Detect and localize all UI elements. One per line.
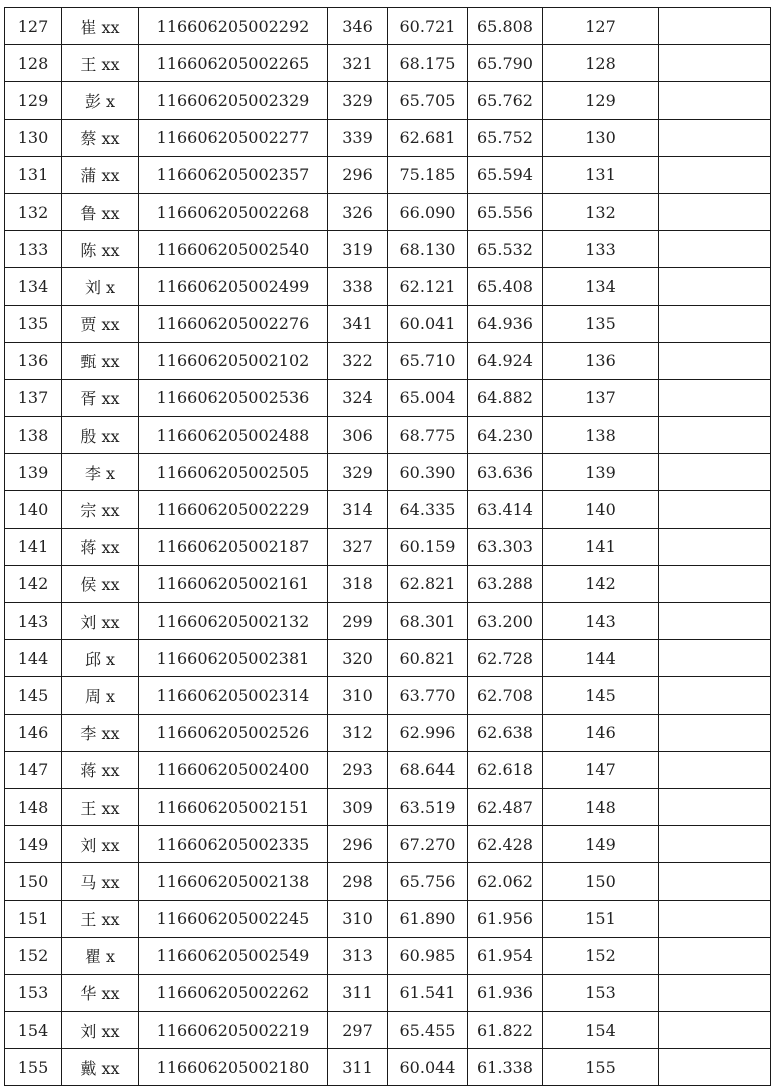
cell-index: 142 [5, 565, 62, 602]
cell-score-3: 62.728 [468, 640, 543, 677]
table-row [5, 119, 771, 156]
cell-score-2: 75.185 [388, 156, 468, 193]
cell-score-2: 68.175 [388, 45, 468, 82]
cell-score-3: 63.200 [468, 603, 543, 640]
cell-index: 155 [5, 1049, 62, 1086]
cell-rank: 146 [543, 714, 659, 751]
cell-score-2: 65.756 [388, 863, 468, 900]
cell-note [659, 640, 771, 677]
cell-rank: 153 [543, 974, 659, 1011]
cell-note [659, 900, 771, 937]
cell-index: 138 [5, 417, 62, 454]
cell-note [659, 863, 771, 900]
cell-score-1: 329 [328, 82, 388, 119]
cell-index: 141 [5, 528, 62, 565]
cell-exam-id: 116606205002357 [139, 156, 328, 193]
cell-score-1: 321 [328, 45, 388, 82]
cell-score-3: 61.956 [468, 900, 543, 937]
cell-rank: 136 [543, 342, 659, 379]
cell-name: 甄 xx [62, 342, 139, 379]
cell-index: 149 [5, 826, 62, 863]
cell-rank: 138 [543, 417, 659, 454]
cell-rank: 135 [543, 305, 659, 342]
cell-score-1: 310 [328, 677, 388, 714]
table-row [5, 900, 771, 937]
cell-score-3: 64.924 [468, 342, 543, 379]
cell-name: 蒋 xx [62, 751, 139, 788]
cell-rank: 133 [543, 231, 659, 268]
score-table [4, 7, 771, 1086]
table-row [5, 8, 771, 45]
table-row [5, 788, 771, 825]
cell-name: 崔 xx [62, 8, 139, 45]
cell-score-3: 62.428 [468, 826, 543, 863]
cell-score-2: 68.301 [388, 603, 468, 640]
cell-score-2: 60.821 [388, 640, 468, 677]
cell-note [659, 156, 771, 193]
cell-score-1: 293 [328, 751, 388, 788]
cell-exam-id: 116606205002400 [139, 751, 328, 788]
table-row [5, 826, 771, 863]
cell-score-1: 310 [328, 900, 388, 937]
cell-name: 胥 xx [62, 379, 139, 416]
cell-score-2: 68.644 [388, 751, 468, 788]
cell-exam-id: 116606205002132 [139, 603, 328, 640]
cell-rank: 130 [543, 119, 659, 156]
cell-score-2: 60.159 [388, 528, 468, 565]
cell-name: 刘 x [62, 268, 139, 305]
cell-exam-id: 116606205002277 [139, 119, 328, 156]
cell-rank: 144 [543, 640, 659, 677]
table-row [5, 1049, 771, 1086]
cell-note [659, 8, 771, 45]
table-row [5, 677, 771, 714]
cell-index: 146 [5, 714, 62, 751]
table-row [5, 863, 771, 900]
cell-index: 148 [5, 788, 62, 825]
cell-index: 144 [5, 640, 62, 677]
cell-note [659, 565, 771, 602]
cell-score-3: 64.936 [468, 305, 543, 342]
cell-name: 李 xx [62, 714, 139, 751]
cell-rank: 129 [543, 82, 659, 119]
cell-name: 邱 x [62, 640, 139, 677]
cell-score-1: 329 [328, 454, 388, 491]
table-row [5, 565, 771, 602]
cell-rank: 131 [543, 156, 659, 193]
table-row [5, 974, 771, 1011]
cell-score-1: 314 [328, 491, 388, 528]
cell-name: 戴 xx [62, 1049, 139, 1086]
cell-score-3: 65.556 [468, 193, 543, 230]
cell-score-1: 297 [328, 1012, 388, 1049]
cell-name: 蒋 xx [62, 528, 139, 565]
table-row [5, 156, 771, 193]
cell-index: 135 [5, 305, 62, 342]
cell-exam-id: 116606205002505 [139, 454, 328, 491]
cell-name: 蒲 xx [62, 156, 139, 193]
cell-note [659, 454, 771, 491]
cell-rank: 149 [543, 826, 659, 863]
cell-note [659, 1049, 771, 1086]
table-row [5, 231, 771, 268]
cell-note [659, 119, 771, 156]
cell-note [659, 82, 771, 119]
table-row [5, 193, 771, 230]
table-row [5, 379, 771, 416]
table-row [5, 268, 771, 305]
cell-index: 152 [5, 937, 62, 974]
table-row [5, 491, 771, 528]
cell-rank: 140 [543, 491, 659, 528]
cell-note [659, 379, 771, 416]
cell-exam-id: 116606205002549 [139, 937, 328, 974]
cell-exam-id: 116606205002329 [139, 82, 328, 119]
cell-score-3: 61.954 [468, 937, 543, 974]
cell-rank: 154 [543, 1012, 659, 1049]
cell-rank: 128 [543, 45, 659, 82]
cell-exam-id: 116606205002161 [139, 565, 328, 602]
cell-index: 128 [5, 45, 62, 82]
cell-score-1: 309 [328, 788, 388, 825]
cell-name: 彭 x [62, 82, 139, 119]
cell-index: 129 [5, 82, 62, 119]
cell-exam-id: 116606205002488 [139, 417, 328, 454]
cell-note [659, 937, 771, 974]
cell-exam-id: 116606205002262 [139, 974, 328, 1011]
cell-score-3: 63.414 [468, 491, 543, 528]
cell-rank: 145 [543, 677, 659, 714]
cell-note [659, 714, 771, 751]
cell-exam-id: 116606205002268 [139, 193, 328, 230]
cell-score-3: 62.062 [468, 863, 543, 900]
cell-score-3: 61.338 [468, 1049, 543, 1086]
table-body [5, 8, 771, 1086]
cell-score-2: 61.541 [388, 974, 468, 1011]
cell-note [659, 193, 771, 230]
cell-score-2: 62.121 [388, 268, 468, 305]
cell-score-1: 306 [328, 417, 388, 454]
cell-score-3: 62.618 [468, 751, 543, 788]
cell-note [659, 305, 771, 342]
cell-exam-id: 116606205002180 [139, 1049, 328, 1086]
cell-score-2: 65.705 [388, 82, 468, 119]
cell-score-1: 313 [328, 937, 388, 974]
cell-score-3: 65.594 [468, 156, 543, 193]
cell-score-3: 65.532 [468, 231, 543, 268]
cell-score-1: 327 [328, 528, 388, 565]
cell-score-2: 60.041 [388, 305, 468, 342]
cell-name: 王 xx [62, 900, 139, 937]
cell-exam-id: 116606205002335 [139, 826, 328, 863]
cell-rank: 141 [543, 528, 659, 565]
cell-score-2: 62.996 [388, 714, 468, 751]
cell-score-1: 311 [328, 974, 388, 1011]
cell-index: 137 [5, 379, 62, 416]
cell-score-1: 311 [328, 1049, 388, 1086]
cell-name: 蔡 xx [62, 119, 139, 156]
cell-score-3: 65.752 [468, 119, 543, 156]
cell-exam-id: 116606205002265 [139, 45, 328, 82]
cell-score-2: 63.519 [388, 788, 468, 825]
cell-exam-id: 116606205002314 [139, 677, 328, 714]
cell-name: 李 x [62, 454, 139, 491]
cell-score-1: 296 [328, 826, 388, 863]
cell-note [659, 974, 771, 1011]
table-row [5, 342, 771, 379]
cell-exam-id: 116606205002187 [139, 528, 328, 565]
cell-score-1: 338 [328, 268, 388, 305]
cell-index: 145 [5, 677, 62, 714]
cell-note [659, 603, 771, 640]
cell-name: 马 xx [62, 863, 139, 900]
cell-index: 131 [5, 156, 62, 193]
cell-rank: 155 [543, 1049, 659, 1086]
cell-score-1: 324 [328, 379, 388, 416]
cell-rank: 137 [543, 379, 659, 416]
cell-exam-id: 116606205002229 [139, 491, 328, 528]
table-row [5, 937, 771, 974]
table-row [5, 714, 771, 751]
cell-name: 贾 xx [62, 305, 139, 342]
cell-index: 143 [5, 603, 62, 640]
cell-score-1: 346 [328, 8, 388, 45]
cell-score-1: 312 [328, 714, 388, 751]
cell-name: 宗 xx [62, 491, 139, 528]
cell-score-2: 68.130 [388, 231, 468, 268]
cell-score-2: 65.004 [388, 379, 468, 416]
cell-score-2: 63.770 [388, 677, 468, 714]
cell-exam-id: 116606205002276 [139, 305, 328, 342]
cell-rank: 151 [543, 900, 659, 937]
cell-note [659, 417, 771, 454]
cell-index: 130 [5, 119, 62, 156]
table-row [5, 603, 771, 640]
cell-exam-id: 116606205002526 [139, 714, 328, 751]
cell-index: 153 [5, 974, 62, 1011]
cell-exam-id: 116606205002219 [139, 1012, 328, 1049]
cell-score-2: 60.721 [388, 8, 468, 45]
cell-score-3: 61.936 [468, 974, 543, 1011]
cell-rank: 127 [543, 8, 659, 45]
cell-rank: 150 [543, 863, 659, 900]
cell-name: 华 xx [62, 974, 139, 1011]
table-row [5, 305, 771, 342]
cell-score-1: 299 [328, 603, 388, 640]
cell-name: 鲁 xx [62, 193, 139, 230]
cell-note [659, 231, 771, 268]
cell-index: 133 [5, 231, 62, 268]
cell-exam-id: 116606205002540 [139, 231, 328, 268]
cell-rank: 148 [543, 788, 659, 825]
cell-index: 154 [5, 1012, 62, 1049]
cell-note [659, 268, 771, 305]
cell-index: 127 [5, 8, 62, 45]
cell-score-3: 65.790 [468, 45, 543, 82]
cell-score-3: 63.288 [468, 565, 543, 602]
cell-exam-id: 116606205002151 [139, 788, 328, 825]
cell-note [659, 491, 771, 528]
cell-score-1: 326 [328, 193, 388, 230]
table-row [5, 751, 771, 788]
cell-score-1: 322 [328, 342, 388, 379]
cell-score-1: 318 [328, 565, 388, 602]
cell-exam-id: 116606205002499 [139, 268, 328, 305]
cell-score-2: 60.985 [388, 937, 468, 974]
cell-name: 刘 xx [62, 1012, 139, 1049]
cell-exam-id: 116606205002381 [139, 640, 328, 677]
cell-index: 151 [5, 900, 62, 937]
cell-index: 147 [5, 751, 62, 788]
cell-index: 136 [5, 342, 62, 379]
cell-name: 侯 xx [62, 565, 139, 602]
cell-exam-id: 116606205002138 [139, 863, 328, 900]
cell-exam-id: 116606205002245 [139, 900, 328, 937]
cell-note [659, 751, 771, 788]
cell-exam-id: 116606205002536 [139, 379, 328, 416]
cell-score-1: 296 [328, 156, 388, 193]
cell-score-3: 63.303 [468, 528, 543, 565]
cell-score-1: 339 [328, 119, 388, 156]
cell-score-1: 319 [328, 231, 388, 268]
cell-rank: 134 [543, 268, 659, 305]
cell-score-3: 65.408 [468, 268, 543, 305]
cell-index: 139 [5, 454, 62, 491]
cell-exam-id: 116606205002102 [139, 342, 328, 379]
cell-score-3: 64.882 [468, 379, 543, 416]
cell-name: 殷 xx [62, 417, 139, 454]
cell-rank: 143 [543, 603, 659, 640]
cell-note [659, 528, 771, 565]
cell-score-2: 62.681 [388, 119, 468, 156]
cell-name: 王 xx [62, 788, 139, 825]
cell-score-2: 65.455 [388, 1012, 468, 1049]
table-row [5, 454, 771, 491]
cell-note [659, 826, 771, 863]
cell-note [659, 1012, 771, 1049]
cell-rank: 132 [543, 193, 659, 230]
table-row [5, 640, 771, 677]
cell-name: 陈 xx [62, 231, 139, 268]
cell-name: 瞿 x [62, 937, 139, 974]
cell-name: 周 x [62, 677, 139, 714]
table-row [5, 45, 771, 82]
cell-score-3: 65.808 [468, 8, 543, 45]
cell-score-1: 341 [328, 305, 388, 342]
cell-score-3: 62.487 [468, 788, 543, 825]
cell-name: 王 xx [62, 45, 139, 82]
cell-score-2: 61.890 [388, 900, 468, 937]
cell-score-1: 298 [328, 863, 388, 900]
cell-index: 150 [5, 863, 62, 900]
cell-rank: 147 [543, 751, 659, 788]
cell-score-2: 65.710 [388, 342, 468, 379]
cell-score-3: 62.638 [468, 714, 543, 751]
cell-score-3: 62.708 [468, 677, 543, 714]
table-row [5, 417, 771, 454]
cell-note [659, 788, 771, 825]
cell-rank: 152 [543, 937, 659, 974]
cell-index: 140 [5, 491, 62, 528]
cell-score-2: 67.270 [388, 826, 468, 863]
cell-rank: 142 [543, 565, 659, 602]
cell-note [659, 45, 771, 82]
cell-score-2: 60.044 [388, 1049, 468, 1086]
table-row [5, 528, 771, 565]
cell-score-1: 320 [328, 640, 388, 677]
cell-score-3: 63.636 [468, 454, 543, 491]
table-row [5, 1012, 771, 1049]
cell-index: 134 [5, 268, 62, 305]
cell-score-2: 68.775 [388, 417, 468, 454]
cell-note [659, 342, 771, 379]
cell-score-2: 66.090 [388, 193, 468, 230]
cell-index: 132 [5, 193, 62, 230]
table-row [5, 82, 771, 119]
cell-rank: 139 [543, 454, 659, 491]
cell-name: 刘 xx [62, 603, 139, 640]
cell-score-3: 61.822 [468, 1012, 543, 1049]
cell-score-2: 60.390 [388, 454, 468, 491]
cell-score-2: 64.335 [388, 491, 468, 528]
cell-exam-id: 116606205002292 [139, 8, 328, 45]
cell-name: 刘 xx [62, 826, 139, 863]
cell-score-2: 62.821 [388, 565, 468, 602]
cell-score-3: 64.230 [468, 417, 543, 454]
cell-note [659, 677, 771, 714]
cell-score-3: 65.762 [468, 82, 543, 119]
